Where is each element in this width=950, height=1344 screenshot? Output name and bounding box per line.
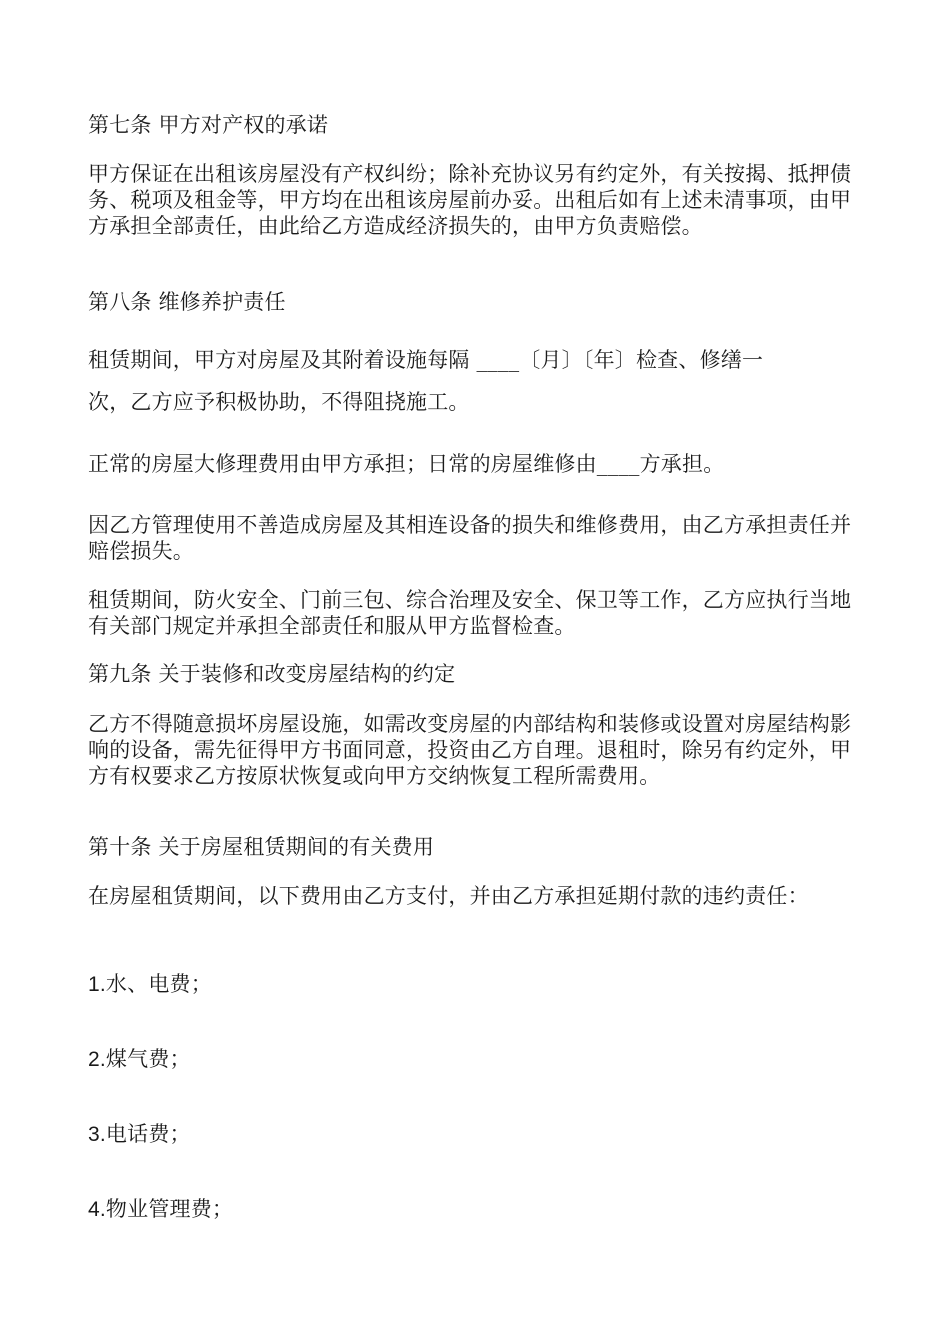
list-item xyxy=(88,1046,863,1073)
list-item-number: 3. xyxy=(88,1123,106,1146)
list-item-text: 煤气费； xyxy=(105,1047,191,1071)
list-item-text: 物业管理费； xyxy=(105,1197,234,1221)
article9-title: 第九条 关于装修和改变房屋结构的约定 xyxy=(88,662,456,686)
list-item-number: 1. xyxy=(88,973,106,996)
list-item-text: 水、电费； xyxy=(105,972,212,996)
article10-body: 在房屋租赁期间，以下费用由乙方支付，并由乙方承担延期付款的违约责任： xyxy=(88,884,809,908)
article10-title: 第十条 关于房屋租赁期间的有关费用 xyxy=(88,835,435,859)
article8-paragraph-1-line-1: 租赁期间，甲方对房屋及其附着设施每隔 ____〔月〕〔年〕检查、修缮一 xyxy=(88,348,764,372)
article8-paragraph-4: 租赁期间，防火安全、门前三包、综合治理及安全、保卫等工作，乙方应执行当地有关部门规定并承担全部责任和服从甲方监督检查。 xyxy=(88,588,852,638)
list-item xyxy=(88,1196,863,1223)
article8-paragraph-2: 正常的房屋大修理费用由甲方承担；日常的房屋维修由____方承担。 xyxy=(88,452,725,476)
article9-body: 乙方不得随意损坏房屋设施，如需改变房屋的内部结构和装修或设置对房屋结构影响的设备，需先征得甲方书面同意，投资由乙方自理。退租时，除另有约定外，甲方有权要求乙方按原状恢复或向甲方交纳恢复工程所需费用。 xyxy=(88,712,852,788)
list-item-number: 2. xyxy=(88,1048,106,1071)
list-item-text: 电话费； xyxy=(105,1122,191,1146)
list-item xyxy=(88,971,863,998)
article8-title: 第八条 维修养护责任 xyxy=(88,290,286,314)
article7-body: 甲方保证在出租该房屋没有产权纠纷；除补充协议另有约定外，有关按揭、抵押债务、税项及租金等，甲方均在出租该房屋前办妥。出租后如有上述未清事项，由甲方承担全部责任，由此给乙方造成经济损失的，由甲方负责赔偿。 xyxy=(88,162,852,238)
article7-title: 第七条 甲方对产权的承诺 xyxy=(88,113,329,137)
article8-paragraph-1-line-2: 次，乙方应予积极协助，不得阻挠施工。 xyxy=(88,390,470,414)
list-item-number: 4. xyxy=(88,1198,106,1221)
article8-paragraph-3: 因乙方管理使用不善造成房屋及其相连设备的损失和维修费用，由乙方承担责任并赔偿损失。 xyxy=(88,513,852,563)
list-item xyxy=(88,1121,863,1148)
